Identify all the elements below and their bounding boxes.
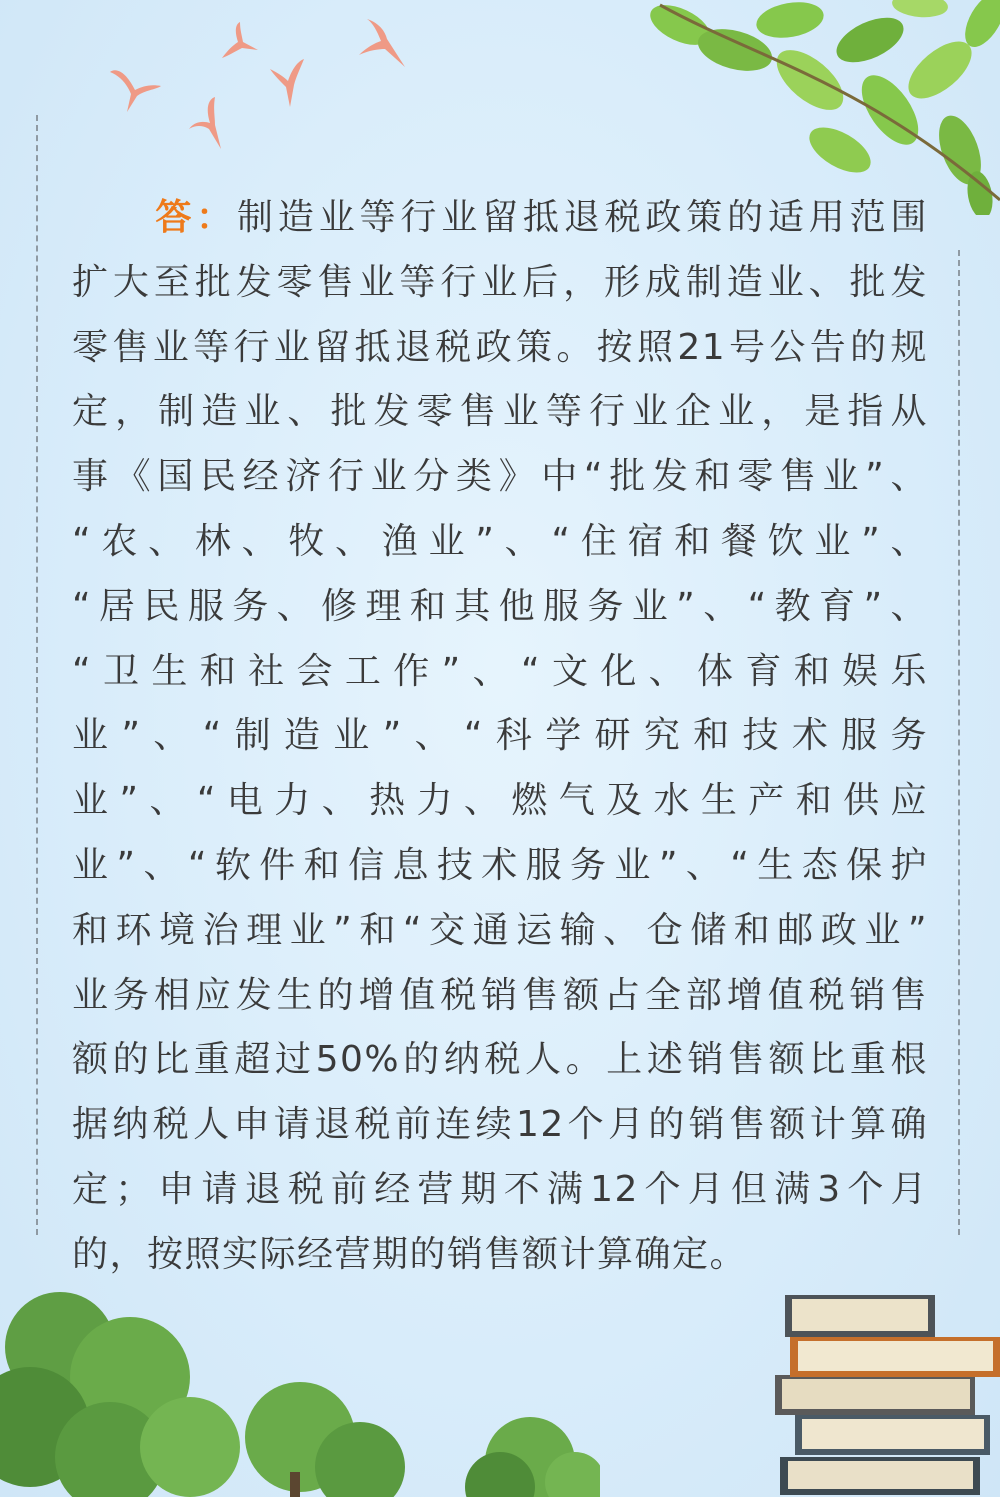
bird-icon bbox=[218, 20, 263, 60]
answer-line: 的，按照实际经营期的销售额计算确定。 bbox=[72, 1233, 748, 1275]
answer-line: 答：制造业等行业留抵退税政策的适用范围 bbox=[152, 197, 928, 238]
answer-line: “居民服务、修理和其他服务业”、“教育”、 bbox=[72, 585, 928, 627]
answer-line: 定，制造业、批发零售业等行业企业，是指从 bbox=[72, 391, 928, 433]
answer-line: 据纳税人申请退税前连续12个月的销售额计算确 bbox=[72, 1104, 928, 1146]
answer-line: 零售业等行业留抵退税政策。按照21号公告的规 bbox=[72, 326, 928, 368]
tree-icon bbox=[0, 1287, 600, 1497]
bird-icon bbox=[105, 60, 165, 120]
leaf-branch-icon bbox=[640, 0, 1000, 215]
answer-line: 事《国民经济行业分类》中“批发和零售业”、 bbox=[72, 456, 928, 498]
answer-line: 业”、“软件和信息技术服务业”、“生态保护 bbox=[72, 844, 928, 886]
bird-icon bbox=[355, 15, 410, 75]
answer-line: 额的比重超过50%的纳税人。上述销售额比重根 bbox=[72, 1039, 928, 1081]
right-dashed-border bbox=[958, 250, 960, 1235]
left-dashed-border bbox=[36, 115, 38, 1235]
answer-line: 和环境治理业”和“交通运输、仓储和邮政业” bbox=[72, 909, 928, 951]
answer-line: 扩大至批发零售业等行业后，形成制造业、批发 bbox=[72, 261, 928, 303]
answer-label: 答： bbox=[152, 197, 238, 238]
answer-line: “农、林、牧、渔业”、“住宿和餐饮业”、 bbox=[72, 520, 928, 562]
answer-line: 业”、“电力、热力、燃气及水生产和供应 bbox=[72, 780, 928, 822]
bird-icon bbox=[185, 95, 235, 155]
answer-text-block bbox=[72, 186, 928, 1288]
answer-line: 业务相应发生的增值税销售额占全部增值税销售 bbox=[72, 974, 928, 1016]
answer-line: “卫生和社会工作”、“文化、体育和娱乐 bbox=[72, 650, 928, 692]
answer-line: 定；申请退税前经营期不满12个月但满3个月 bbox=[72, 1168, 928, 1210]
bird-icon bbox=[268, 55, 308, 110]
answer-line: 业”、“制造业”、“科学研究和技术服务 bbox=[72, 715, 928, 757]
book-stack-icon bbox=[770, 1287, 1000, 1497]
